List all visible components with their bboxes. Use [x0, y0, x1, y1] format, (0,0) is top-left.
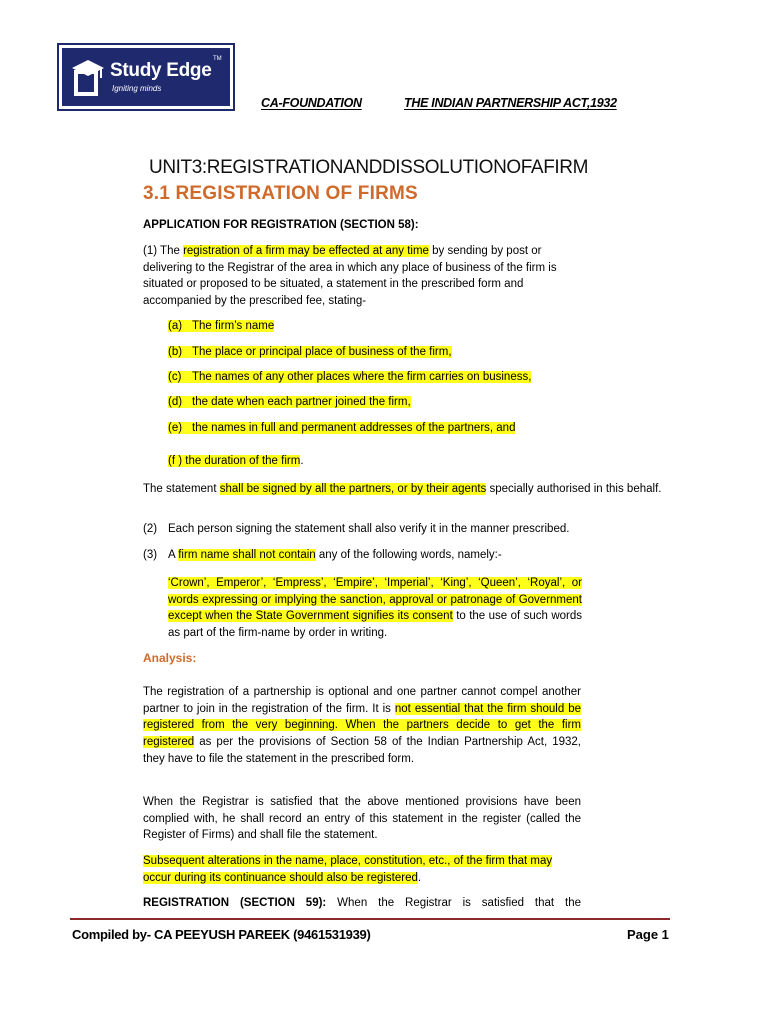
list-item-text — [168, 396, 411, 408]
text: to the use of such words as part of the firm-name by order in writing. — [168, 610, 582, 640]
para-registration-filing — [143, 243, 583, 310]
item-mark: (3) — [143, 549, 158, 561]
para-prohibited-words — [168, 575, 582, 642]
para-alterations — [143, 853, 583, 886]
highlight: not essential that the firm should be registered from the very beginning. When the partners decide to get the firm registered — [143, 702, 581, 749]
list-mark: (b) — [168, 346, 183, 358]
list-item — [168, 346, 452, 358]
text: When the Registrar is satisfied that the — [326, 897, 581, 909]
item-mark: (2) — [143, 523, 158, 535]
text: The statement — [143, 483, 220, 495]
text: specially authorised in this behalf. — [486, 483, 662, 495]
list-item — [168, 396, 411, 408]
item-text: Each person signing the statement shall also verify it in the manner prescribed. — [168, 523, 570, 535]
study-edge-logo — [59, 45, 233, 109]
highlight: shall be signed by all the partners, or by their agents — [219, 483, 487, 495]
item-text: any of the following words, namely:- — [315, 549, 502, 561]
list-label: the names in full and permanent addresses of the partners, and — [192, 422, 516, 434]
logo-tagline: Igniting minds — [112, 84, 162, 93]
list-mark: (d) — [168, 396, 183, 408]
application-heading: APPLICATION FOR REGISTRATION (SECTION 58): — [143, 219, 419, 231]
numbered-item-3 — [143, 549, 502, 561]
list-item — [168, 320, 274, 332]
footer-compiled-by: Compiled by- CA PEEYUSH PAREEK (9461531939) — [72, 927, 371, 942]
list-mark: (e) — [168, 422, 183, 434]
logo-name: Study Edge — [110, 60, 212, 81]
item-text: A — [168, 549, 179, 561]
list-item-text — [168, 422, 515, 434]
list-label: The names of any other places where the firm carries on business, — [192, 371, 532, 383]
list-label: the date when each partner joined the firm, — [192, 396, 411, 408]
text: The registration of a partnership is optional and one partner cannot compel another partner to join in the registration of the firm. It is — [143, 686, 581, 715]
list-label: The place or principal place of business of the firm, — [192, 346, 452, 358]
footer-rule — [70, 918, 670, 920]
bold-heading: REGISTRATION (SECTION 59): — [143, 897, 327, 909]
list-item — [168, 422, 515, 434]
list-item — [168, 371, 531, 383]
list-mark: (a) — [168, 320, 183, 332]
footer-page-number: Page 1 — [627, 927, 669, 942]
header-act: THE INDIAN PARTNERSHIP ACT,1932 — [404, 96, 617, 110]
para-analysis — [143, 684, 581, 768]
list-item-text — [168, 346, 452, 358]
analysis-heading: Analysis: — [143, 651, 197, 665]
graduate-cap-icon — [70, 58, 106, 98]
text: by sending by post or delivering to the Registrar of the area in which any place of business of the firm is situated or proposed to be situated, a statement in the prescribed form and accompanied by the prescribed fee, stating- — [143, 245, 557, 308]
text: . — [417, 871, 422, 884]
numbered-item-2 — [143, 523, 569, 535]
list-item-text — [168, 320, 274, 332]
list-item-text: (f ) the duration of the firm — [168, 455, 301, 467]
para-registrar: When the Registrar is satisfied that the above mentioned provisions have been complied with, he shall record an entry of this statement in the register (called the Register of Firms) and shall file the statement. — [143, 796, 581, 842]
highlight: Subsequent alterations in the name, place, constitution, etc., of the firm that may occur during its continuance should also be registered — [143, 855, 553, 884]
list-item-text — [168, 371, 531, 383]
highlight: ‘Crown’, Emperor’, ‘Empress’, ‘Empire’, ‘Imperial’, ‘King’, ‘Queen’, ‘Royal’, or words expressing or implying the sanction, approval or patronage of Government except when the State Government signifies its consent — [168, 577, 582, 623]
unit-title: UNIT3:REGISTRATIONANDDISSOLUTIONOFAFIRM — [149, 157, 589, 178]
para-statement-signed — [143, 481, 678, 498]
highlight: firm name shall not contain — [178, 549, 316, 561]
highlight: registration of a firm may be effected at any time — [183, 245, 429, 257]
list-tail: . — [300, 455, 304, 467]
list-mark: (c) — [168, 371, 182, 383]
header-course: CA-FOUNDATION — [261, 96, 362, 110]
list-label: The firm’s name — [192, 320, 275, 332]
para-registration-59 — [143, 895, 581, 912]
section-title: 3.1 REGISTRATION OF FIRMS — [143, 183, 418, 204]
list-item — [168, 455, 304, 467]
text: (1) The — [143, 245, 184, 257]
logo-trademark: TM — [213, 56, 222, 62]
text: as per the provisions of Section 58 of the Indian Partnership Act, 1932, they have to file the statement in the prescribed form. — [143, 736, 581, 765]
